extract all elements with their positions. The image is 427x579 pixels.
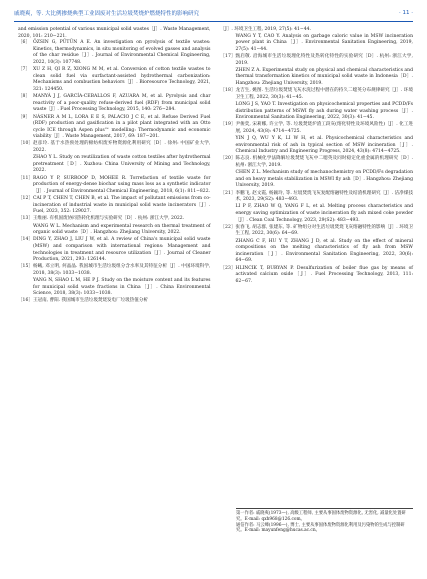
reference-number: ［9］: [18, 114, 30, 120]
reference-text: HLINCIK T, BURYAN P. Desulfurization of boiler flue gas by means of activated calcium oxide［J］. Fuel Processing Technology, 2013, 111: 62−67.: [235, 265, 413, 284]
reference-text: NÁSNER A M L, LORA E E S, PALACIO J C E, et al. Refuse Derived Fuel (RDF) production and gasification in a pilot plant integrated with an Otto cycle ICE through Aspen plus™ modelling: Thermodynamic and economic viability［J］. Waste Management, 2017, 69: 187−201.: [33, 114, 211, 140]
reference-entry: [18, 237, 211, 263]
reference-number: ［17］: [220, 53, 236, 59]
reference-entry: [221, 122, 414, 135]
reference-text: 杨曦, 邓立明, 何晶晶. 我国城市生活垃圾组分含水率及其特征分析［J］. 中国环境科学, 2018, 38(3): 1033−1038.: [33, 264, 211, 276]
reference-continuation: ［J］. 环境卫生工程, 2019, 27(5): 41−44.: [220, 27, 311, 32]
reference-text: LONG J S, YAO T. Investigation on physicochemical properties and PCDD/Fs distribution patterns of MSWI fly ash during water washing process［J］. Environmental Sanitation Engineering, 2022, 30(3): 41−45.: [235, 101, 413, 121]
reference-text: 王冠南, 曹阳. 我国城市生活垃圾焚烧发电厂垃圾热值分析: [33, 298, 148, 304]
reference-text: YIN J Q, WU Y K, LI W H, et al. Physicochemical characteristics and environmental risk of ash in typical section of MSW incineration［J］. Chemical Industry and Engineering Progress, 2024, 43(8): 4714−4725.: [235, 136, 413, 155]
reference-text: XU Z H, QI R Z, XIONG M M, et al. Conversion of cotton textile wastes to clean solid fuel via surfactant-assisted hydrothermal carbonization: Mechanisms and combustion behaviors［J］. Bioresource Technology, 2021, 321: 124450.: [33, 67, 211, 92]
corresponding-author-note: 通信作者: 马云峰(1996—), 博士, 主要从事固体废物资源化利用及污染物的生成与控制研究。E-mail: mayunfeng@hucas.ac.cn。: [236, 522, 405, 534]
reference-entry: [18, 141, 211, 154]
reference-number: ［23］: [220, 265, 236, 271]
reference-number: [18, 224, 33, 237]
reference-entry: [221, 266, 414, 286]
reference-text: 王维丽. 有机固废协同热转化机理与实验研究［D］. 杭州: 浙江大学, 2022.: [33, 216, 185, 222]
reference-entry: [221, 156, 414, 169]
reference-entry: [221, 191, 414, 204]
reference-list-left: [18, 40, 211, 305]
header-rule: [14, 21, 413, 22]
reference-entry: [18, 224, 211, 237]
reference-number: [221, 102, 236, 122]
reference-text: 龙吉生, 姚图. 生活垃圾焚烧飞灰水洗过程中潜在的持久二噁英分布规律研究［J］. 环境卫生工程, 2022, 30(3): 41−45.: [235, 88, 413, 100]
reference-number: ［11］: [18, 175, 33, 181]
first-author-note: 第一作者: 戚晓爽(1973—), 高级工程师, 主要从事固体废物资源化, 无害化, 减量化处置研究。E-mail: qxh968@126.com。: [236, 511, 406, 522]
reference-entry: [221, 170, 414, 190]
reference-entry: [221, 136, 414, 156]
reference-entry: [221, 54, 414, 67]
reference-text: 张春飞, 胡志群, 张建东, 等. 矿物组分对生活垃圾焚烧飞灰熔融特性的影响［J］. 环境卫生工程, 2022, 30(6): 64−69.: [235, 224, 413, 237]
reference-text: CAI P T, CHEN T, CHEN B, et al. The impact of pollutant emissions from co-incineration of industrial waste in municipal solid waste incinerators［J］. Fuel, 2023, 352: 129027.: [33, 196, 211, 215]
reference-text: 陈志良. 机械化学法降解垃圾焚烧飞灰中二噁英及同时稳定化重金属的机理研究［D］. 杭州: 浙江大学, 2019.: [235, 156, 413, 169]
reference-entry: [221, 204, 414, 224]
reference-text: 甄启敬. 沿海城市生活垃圾理化特性及热转化特性的实验研究［D］. 杭州: 浙江大学, 2019.: [235, 53, 413, 66]
reference-list-right: [221, 34, 414, 286]
reference-number: ［13］: [18, 216, 33, 222]
reference-entry: [18, 278, 211, 298]
reference-entry: [221, 239, 414, 265]
reference-number: ［6］: [18, 40, 30, 46]
reference-entry: [18, 115, 211, 141]
author-footnote: [236, 508, 413, 534]
reference-entry: [221, 68, 414, 88]
reference-text: RAGO Y P, SURROOP D, MOHEE R. Torrefaction of textile waste for production of energy-dense biochar using mass loss as a synthetic indicator［J］. Journal of Environmental Chemical Engineering, 2018, 6(1): 811−822.: [33, 175, 211, 194]
reference-number: ［16］: [18, 298, 33, 304]
reference-text: WANG Y T, CAO Y. Analysis on garbage caloric value in MSW incineration power plant in China［J］. Environmental Sanitation Engineering, 2019, 27(5): 41−44.: [235, 33, 413, 52]
left-column: [18, 27, 211, 547]
reference-number: [18, 278, 33, 298]
page-number: · 11 ·: [399, 10, 413, 16]
reference-text: ZHEN Z A. Experimental study on physical and chemical characteristics and thermal transformation kinetics of municipal solid waste in Indonesia［D］. Hangzhou: Zhejiang University, 2019.: [235, 67, 413, 86]
reference-number: [18, 155, 33, 175]
reference-number: [221, 204, 236, 224]
reference-text: 李鹏飞, 赵文霞, 杨颖玲, 等. 垃圾焚烧飞灰复配熔融特性及结渣机理研究［J］. 洁净煤技术, 2023, 29(S2): 483−493.: [235, 190, 413, 203]
reference-entry: [18, 176, 211, 196]
reference-number: [221, 34, 236, 54]
right-column: [221, 27, 414, 547]
reference-text: ÖZSIN G, PÜTÜN A E. An investigation on pyrolysis of textile wastes: Kinetics, thermodynamics, in situ monitoring of evolved gasses and analysis of the char residue［J］. Journal of Environmental Chemical Engineering, 2022, 10(3): 107748.: [33, 40, 211, 65]
reference-text: MANYÀ J J, GARCÍA-CEBALLOS F, AZUARA M, et al. Pyrolysis and char reactivity of a poor-quality refuse-derived fuel (RDF) from municipal solid waste［J］. Fuel Processing Technology, 2015, 140: 276−284.: [33, 94, 211, 113]
reference-entry: [18, 67, 211, 93]
reference-number: [221, 239, 236, 265]
reference-number: ［20］: [220, 156, 236, 162]
reference-number: ［18］: [220, 88, 236, 94]
reference-number: [221, 170, 236, 190]
reference-entry: [18, 264, 211, 277]
reference-entry: [221, 34, 414, 54]
reference-text: YANG N, SHAO L M, HE P J. Study on the moisture content and its features for municipal solid waste fractions in China［J］. China Environmental Science, 2018, 38(3): 1033−1038.: [33, 278, 211, 297]
reference-columns: [18, 27, 413, 547]
reference-entry: [18, 196, 211, 216]
reference-number: ［10］: [18, 141, 33, 147]
reference-text: 尹俊奕, 宋莉娜, 许立学, 等. 垃圾焚烧炉渣工段灰(熔化特性及环境风险性)［J］. 化工进展, 2024, 43(8): 4714−4725.: [235, 122, 413, 134]
reference-text: DING Y, ZHAO J, LIU J W, et al. A review of China's municipal solid waste (MSW) and comparison with international regions: Management and technologies in treatment and resource utilization［J］. Journal of Cleaner Production, 2021, 293: 126144.: [33, 237, 211, 263]
reference-number: ［12］: [18, 196, 33, 201]
reference-text: 赵彦玲. 基于水热预处理的棉纺织废弃物资源化利用研究［D］. 徐州: 中国矿业大学, 2022.: [33, 141, 211, 154]
reference-entry: [18, 94, 211, 114]
running-header: [14, 6, 413, 20]
reference-text: WANG W L. Mechanism and experimental research on thermal treatment of organic solid waste［D］. Hangzhou: Zhejiang University, 2022.: [33, 223, 211, 236]
reference-text: ZHANG C F, HU Y T, ZHANG J D, et al. Study on the effect of mineral compositions on the melting characteristics of fly ash from MSW incineration［J］. Environmental Sanitation Engineering, 2022, 30(6): 64−69.: [235, 238, 413, 264]
reference-continuation: and emission potential of various municipal solid wastes［J］. Waste Management, 2020, 101: 210−221.: [18, 27, 211, 39]
running-title: 戚晓爽，等. 大比例掺烧典型工业固废对生活垃圾焚烧炉燃烧特性的影响研究: [14, 11, 199, 17]
reference-entry: [221, 88, 414, 101]
reference-entry: [18, 155, 211, 175]
reference-number: ［15］: [18, 264, 33, 270]
reference-text: CHEN Z L. Mechanism study of mechanochemistry on PCDD/Fs degradation and on heavy metals stabilization in MSWI fly ash［D］. Hangzhou: Zhejiang University, 2019.: [235, 170, 413, 189]
reference-entry: [221, 225, 414, 238]
reference-entry: [18, 216, 211, 223]
reference-text: ZHAO Y L. Study on reutilization of waste cotton textiles after hydrothermal pretreatment［D］. Xuzhou: China University of Mining and Technology, 2022.: [33, 155, 211, 174]
reference-number: [221, 136, 236, 156]
reference-number: ［21］: [220, 190, 236, 196]
reference-entry: [18, 298, 211, 305]
reference-number: ［8］: [18, 94, 30, 100]
reference-entry: [18, 40, 211, 66]
reference-number: ［14］: [18, 237, 33, 243]
reference-number: ［19］: [220, 122, 236, 128]
reference-number: ［7］: [18, 67, 30, 73]
reference-text: LI P F, ZHAO W Q, YANG F L, et al. Melting process characteristics and energy saving optimization of waste incineration fly ash mixed coke powder［J］. Clean Coal Technology, 2023, 29(S2): 483−493.: [235, 204, 413, 223]
reference-entry: [221, 102, 414, 122]
reference-number: ［22］: [220, 224, 236, 230]
reference-number: [221, 68, 236, 88]
